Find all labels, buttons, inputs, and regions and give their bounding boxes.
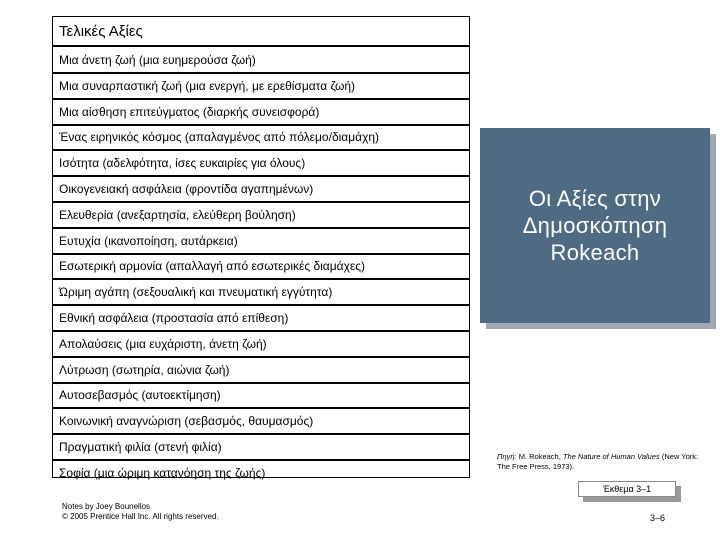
row-divider — [53, 433, 469, 435]
value-item: Απολαύσεις (μια ευχάριστη, άνετη ζωή) — [59, 336, 267, 351]
survey-title-line-1: Οι Αξίες στην — [528, 186, 662, 211]
source-citation — [497, 452, 707, 472]
panel-title: Τελικές Αξίες — [59, 23, 143, 40]
value-item: Αυτοσεβασμός (αυτοεκτίμηση) — [59, 388, 221, 403]
value-item: Εθνική ασφάλεια (προστασία από επίθεση) — [59, 311, 289, 325]
value-item: Μια συναρπαστική ζωή (μια ενεργή, με ερεθίσματα ζωή) — [59, 78, 356, 93]
row-divider — [53, 201, 469, 203]
row-divider — [53, 407, 469, 409]
footer-credit — [62, 502, 219, 522]
survey-title-line-2: Δημοσκόπηση — [522, 213, 668, 238]
value-item: Μια άνετη ζωή (μια ευημερούσα ζωή) — [59, 53, 256, 67]
source-publisher: (New York: The Free Press, 1973). — [497, 452, 699, 471]
value-item: Οικογενειακή ασφάλεια (φροντίδα αγαπημένων) — [59, 182, 314, 196]
row-divider — [53, 149, 469, 151]
footer-notes: Notes by Joey Bounellos — [62, 502, 151, 511]
page-number: 3–6 — [650, 513, 666, 523]
row-divider — [53, 98, 469, 100]
value-item: Μια αίσθηση επιτεύγματος (διαρκής συνεισφορά) — [59, 104, 320, 119]
row-divider — [53, 278, 469, 280]
value-item: Σοφία (μια ώριμη κατανόηση της ζωής) — [59, 465, 266, 480]
row-divider — [53, 175, 469, 177]
row-divider — [53, 124, 469, 126]
row-divider — [53, 459, 469, 461]
source-book-title: The Nature of Human Values — [562, 452, 660, 461]
value-item: Ώριμη αγάπη (σεξουαλική και πνευματική εγγύτητα) — [59, 285, 333, 300]
row-divider — [53, 356, 469, 358]
value-item: Λύτρωση (σωτηρία, αιώνια ζωή) — [59, 362, 230, 377]
value-item: Ευτυχία (ικανοποίηση, αυτάρκεια) — [59, 233, 238, 248]
row-divider — [53, 72, 469, 74]
exhibit-label: Έκθεμα 3–1 — [578, 481, 676, 497]
value-item: Ένας ειρηνικός κόσμος (απαλαγμένος από πόλεμο/διαμάχη) — [59, 130, 380, 145]
value-item: Πραγματική φιλία (στενή φιλία) — [59, 440, 222, 454]
row-divider — [53, 304, 469, 306]
value-item: Εσωτερική αρμονία (απαλλαγή από εσωτερικές διαμάχες) — [59, 259, 366, 274]
row-divider — [53, 227, 469, 229]
value-item: Ελευθερία (ανεξαρτησία, ελεύθερη βούληση) — [59, 207, 296, 222]
value-item: Κοινωνική αναγνώριση (σεβασμός, θαυμασμός) — [59, 414, 314, 429]
survey-title — [523, 185, 668, 266]
title-divider — [53, 45, 469, 47]
footer-copyright: © 2005 Prentice Hall Inc. All rights reserved. — [62, 512, 219, 521]
value-item: Ισότητα (αδελφότητα, ίσες ευκαιρίες για όλους) — [59, 156, 306, 171]
source-label: Πηγή: — [497, 452, 517, 461]
survey-title-line-3: Rokeach — [550, 240, 640, 265]
survey-title-panel — [480, 128, 710, 323]
row-divider — [53, 253, 469, 255]
source-author: M. Rokeach, — [518, 452, 561, 461]
row-divider — [53, 330, 469, 332]
terminal-values-panel — [52, 16, 470, 478]
row-divider — [53, 382, 469, 384]
